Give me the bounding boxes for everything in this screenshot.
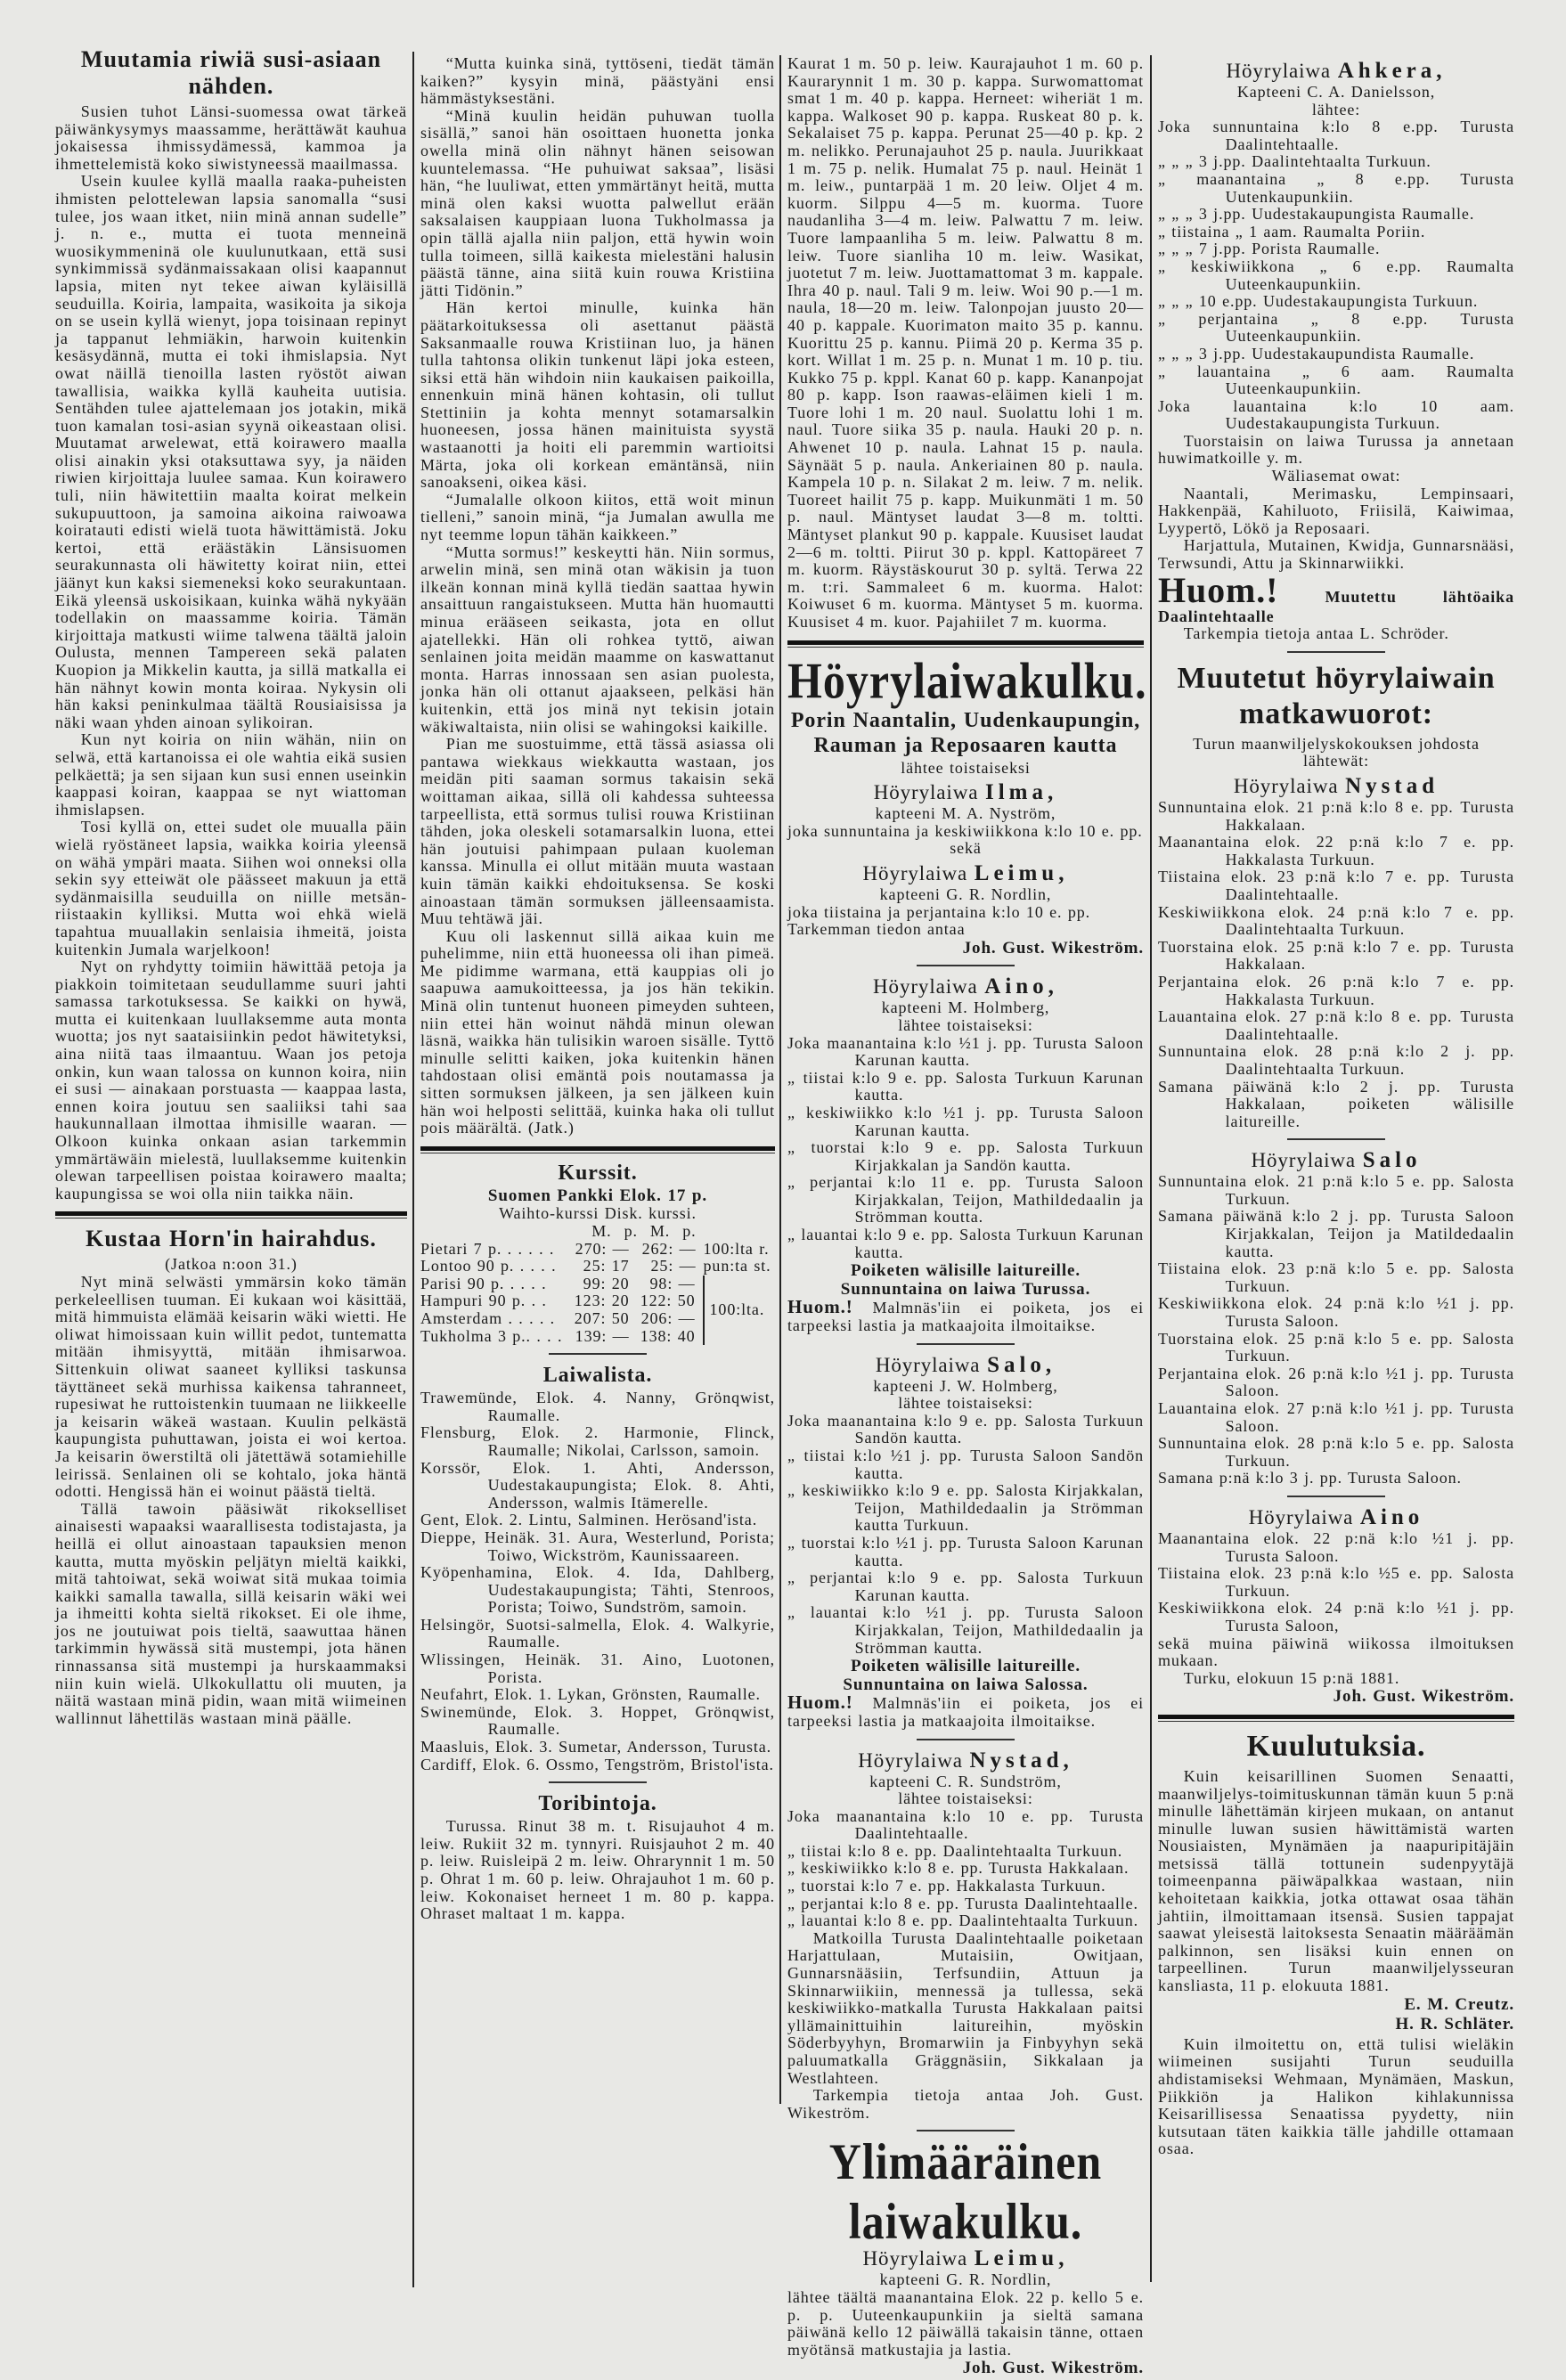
notice-line: Poiketen wälisille laitureille. [850,1657,1081,1676]
huom-note [787,1691,1145,1730]
paragraph: Matkoilla Turusta Daalintehtaalle poiketaan Harjattulaan, Mutaisiin, Owitjaan, Gunnarsnääsiin, Terfsundiin, Attuun ja Skinnarwiikiin, mennessä ja tullessa, sekä keskiwiikko-matkalla Turusta Hakkalaan paitsi yllämainittuihin laitureihin, myöskin Söderbyyhyn, Bromarwiin ja Finbyyhyn sekä paluumatkalla Gräggnäsiin, Sikkalaan ja Westlahteen. [787,1928,1144,2087]
huom-note [787,1296,1145,1335]
column-1 [55,45,407,1727]
section-heading: Kuulutuksia. [1246,1729,1426,1763]
centered-line: sekä [950,839,982,858]
schedule-entry: „ keskiwiikkona „ 6 e.pp. Raumalta Uuteenkaupunkiin. [1158,257,1514,293]
paragraph: Tarkemman tiedon antaa [787,920,966,939]
schedule-entry: „ tiistai k:lo ½1 j. pp. Turusta Saloon Sandön kautta. [787,1447,1144,1482]
article-title: Muutamia riwiä susi-asiaan nähden. [80,46,382,99]
ship-label: Höyrylaiwa [875,1353,981,1376]
schedule-entry: „ keskiwiikko k:lo 9 e. pp. Salosta Kirjakkalan, Teijon, Mathildedaalin ja Strömman kautta Turkuun. [787,1481,1144,1535]
paragraph: Tosi kyllä on, ettei sudet ole muualla päin wielä ryöstäneet lapsia, waikka koiria yleensä on wähä ympäri maata. Siihen woi onneksi olla sekin syy etteiwät ole päässeet makuun ja että sydänmaisilla seuduilla on niille metsän-riistaakin kylliksi. Mutta woi ehkä wielä tapahtua muuallakin senlaisia ihmeitä, joista kuitenkin Jumala warjelkoon! [55,818,407,958]
schedule-entry: Sunnuntaina elok. 21 p:nä k:lo 8 e. pp. Turusta Hakkalaan. [1158,798,1514,834]
schedule-entry: „ tuorstai k:lo ½1 j. pp. Turusta Saloon Karunan kautta. [787,1533,1144,1569]
schedule-entry: Tuorstaina elok. 25 p:nä k:lo 7 e. pp. Turusta Hakkalaan. [1158,937,1514,974]
schedule-entry: „ „ „ 10 e.pp. Uudestakaupungista Turkuun. [1158,292,1479,311]
section-divider [1158,1721,1514,1722]
divider-rule [549,1353,647,1355]
exchange-sell: 25: — [650,1257,697,1276]
signature: Joh. Gust. Wikeström. [962,938,1144,958]
paragraph: Tarkempia tietoja antaa Joh. Gust. Wikeström. [787,2086,1144,2122]
paragraph: Kaurat 1 m. 50 p. leiw. Kaurajauhot 1 m. 60 p. Kaurarynnit 1 m. 30 p. kappa. Surwomattomat smat 1 m. 40 p. kappa. Herneet: wiheriät 1 m. kappa. Walkoset 90 p. kappa. Ruskeat 80 p. k. Sekalaiset 75 p. kappa. Perunat 25—40 p. kp. 2 m. nelikko. Perunajauhot 25 p. naula. Juurikkaat 1 m. 75 p. nelik. Humalat 75 p. naul. Heinät 1 m. leiw., puntarpää 1 m. 20 leiw. Oljet 4 m. kuorm. Silppu 4—5 m. kuorma. Tuore naudanliha 3—4 m. leiw. Palwattu 7 m. leiw. Tuore lampaanliha 5 m. leiw. Palwattu 8 m. leiw. Tuore sianliha 10 m. leiw. Wasikat, juotetut 7 m. leiw. Juottamattomat 3 m. kappale. Ihra 40 p. naul. Tali 9 m. leiw. Woi 90 p.—1 m. naula, 18—20 m. leiw. Talonpojan juusto 20—40 p. kappale. Kuorimaton maito 35 p. kannu. Kuorittu 25 p. kannu. Piimä 20 p. Kerma 35 p. kort. Willat 1 m. 25 p. n. Munat 1 m. 10 p. tiu. Kukko 75 p. kppl. Kanat 60 p. kapp. Kananpojat 80 p. kapp. Ison raawas-eläimen kieli 1 m. Tuore lohi 1 m. 20 naul. Suolattu lohi 1 m. naul. Tuore siika 35 p. naula. Hauki 20 p. n. Ahwenet 10 p. naula. Lahnat 15 p. naula. Säynäät 5 p. naula. Ankeriainen 80 p. naula. Kampela 10 p. n. Silakat 2 m. leiw. 7 m. nelik. Tuoreet hailit 75 p. kapp. Muikunmäti 1 m. 50 p. naul. Mäntyset laudat 3—8 m. toltti. Mäntyset plankut 90 p. kappale. Kuusiset laudat 2—6 m. toltti. Piirut 30 p. kppl. Kattopäreet 7 m. kuorm. Räystäskourut 30 p. syltä. Terwa 22 m. t:ri. Sammaleet 6 m. kuorma. Halot: Koiwuset 6 m. kuorma. Mäntyset 5 m. kuorma. Kuusiset 4 m. kuor. Pajahiilet 7 m. kuorma. [787,54,1144,631]
schedule-entry: Trawemünde, Elok. 4. Nanny, Grönqwist, Raumalle. [420,1389,775,1424]
schedule-entry: Joka lauantaina k:lo 10 aam. Uudestakaupungista Turkuun. [1158,396,1514,433]
column-divider [1150,55,1152,2282]
divider-rule [917,1739,1015,1740]
schedule-entry: „ perjantai k:lo 8 e. pp. Turusta Daalintehtaalle. [787,1894,1138,1912]
section-divider [787,640,1144,645]
exchange-rate-table [420,1223,775,1345]
exchange-unit: 100:lta r. [703,1239,770,1258]
section-title: Laiwalista. [542,1364,653,1388]
exchange-row [420,1241,775,1259]
divider-rule [917,1343,1015,1345]
centered-line: lähtee toistaiseksi: [898,1394,1033,1413]
unit-label: p. [624,1222,638,1240]
ship-name: Nystad [1345,774,1440,798]
schedule-entry: Helsingör, Suotsi-salmella, Elok. 4. Walkyrie, Raumalle. [420,1615,775,1651]
schedule-entry: Gent, Elok. 2. Lintu, Salminen. Herösand'ista. [420,1511,758,1529]
divider-rule [1287,1138,1385,1140]
divider-rule [1287,1496,1385,1497]
ship-name: Aino [1359,1504,1424,1529]
paragraph: Usein kuulee kyllä maalla raaka-puheisten ihmisten pelottelewan lapsia sanomalla “susi tulee, jos waan itket, niin minä annan sudelle” j. n. e., mutta ei tuota menneinä wuosikymmeninä ole kuulunutkaan, että susi synkimmissä sydänmaissakaan olisi kaapannut lapsia, miten nyt tekee aiwan kyläisillä seuduilla. Koiria, lampaita, wasikoita ja sikoja on se usein kyllä wienyt, jopa toisinaan repinyt ja tappanut lehmiäkin, harwoin kuitenkin kesäsydännä, mutta ei toki ihmislapsia. Nyt owat näillä tienoilla lasten ryöstöt aiwan tawallisia, waikka kyllä kauheita uutisia. Sentähden tulee ajattelemaan jos jotakin, mikä tuon kamalan tosi-asian syynä oikeastaan olisi. Muutamat arwelewat, että koirawero maalla olisi ainakin yksi otaksuttawa syy, ja näiden riwien kirjoittaja luulee samaa. Kun koirawero tuli, niin häwitettiin maalta koirat melkein sukupuuttoon, ja samoina aikoina raiwoawa koiratauti edisti wielä tuota häwittämistä. Joku kertoi, että eräästäkin Länsisuomen seurakunnasta oli häwitetty koirat niin, ettei jäänyt kun kaksi siemeneksi koko seurakuntaan. Eikä yleensä uskoisikaan, kuinka wähä nykyään todellakin on maassamme koiria. Tämän kirjoittaja matkusti wiime talwena täältä jaloin Oulusta, mennen Tampereen sekä palaten Kuopion ja Mikkelin kautta, ja sillä matkalla ei hän nähnyt kowin monta koiraa. Nykysin oli hän kaksi peninkulmaa täältä Rousiaisissa ja näki waan yhden ainoan sylikoiran. [55,172,407,731]
ship-name-line [787,780,1144,805]
exchange-row [420,1258,775,1276]
schedule-entry: Samana päiwänä k:lo 2 j. pp. Turusta Hakkalaan, poiketen wälisille laitureille. [1158,1077,1514,1130]
schedule-entry: „ perjantai k:lo 11 e. pp. Turusta Saloon Kirjakkalan, Teijon, Mathildedaalin ja Strömman koutta. [787,1173,1144,1227]
schedule-entry: Maasluis, Elok. 3. Sumetar, Andersson, Turusta. [420,1738,772,1756]
schedule-entry: Tiistaina elok. 23 p:nä k:lo 5 e. pp. Salosta Turkuun. [1158,1259,1514,1295]
schedule-entry: Keskiwiikkona elok. 24 p:nä k:lo 7 e. pp. Daalintehtaalta Turkuun. [1158,902,1514,939]
note-text: Muutettu lähtöaika Daalintehtaalle [1158,587,1514,625]
ship-name-line [1158,59,1514,84]
ship-label: Höyrylaiwa [862,2247,968,2270]
unit-label: p. [682,1222,697,1240]
schedule-entry: Joka sunnuntaina k:lo 8 e.pp. Turusta Daalintehtaalle. [1158,118,1514,153]
section-divider [55,1211,407,1216]
schedule-entry: „ lauantai k:lo 8 e. pp. Daalintehtaalta Turkuun. [787,1911,1139,1930]
paragraph: Turku, elokuun 15 p:nä 1881. [1183,1668,1400,1687]
section-heading: Muutetut höyrylaiwain matkawuorot: [1177,661,1496,730]
schedule-entry: Kyöpenhamina, Elok. 4. Ida, Dahlberg, Uudestakaupungista; Tähti, Stenroos, Porista; Toiwo, Sundström, samoin. [420,1563,775,1617]
exchange-buy: 99: 20 [583,1274,630,1292]
notice-line: Sunnuntaina on laiwa Turussa. [840,1279,1091,1299]
schedule-entry: Samana päiwänä k:lo 2 j. pp. Turusta Saloon Kirjakkalan, Teijon ja Matildedaalin kautta. [1158,1207,1514,1260]
note-text: Malmnäs'iin ei poiketa, jos ei tarpeeksi lastia ja matkaajoita ilmoitaikse. [787,1694,1145,1730]
exchange-sell: 98: — [649,1274,696,1292]
divider-rule [1287,651,1385,653]
schedule-entry: „ tiistaina „ 1 aam. Raumalta Poriin. [1158,222,1426,240]
centered-line: kapteeni M. Holmberg, [881,998,1050,1017]
schedule-entry: Samana p:nä k:lo 3 j. pp. Turusta Saloon. [1158,1469,1462,1488]
centered-line: lähtee toistaiseksi: [898,1015,1033,1034]
exchange-sell: 206: — [640,1308,696,1327]
paragraph: Hän kertoi minulle, kuinka hän päätarkoituksessa oli asettanut päästä Saksanmaalle rouwa Kristiinan luo, ja hänen tulla tahtonsa olikin tunkenut läpi joka esteen, siksi että hän wihdoin niin kaukaisen paikoilla, ennenkuin minä hänen kohtasin, oli tullut Stettiniin ja kohta mennyt sotamarsalkin huoneesen, jossa hänen mainituista syystä wastaanotti ja hoiti eli paremmin wartioitsi Märta, joka oli korkean emäntänsä, niin sanoakseni, oikea käsi. [420,298,775,492]
notice-line: Poiketen wälisille laitureille. [850,1261,1081,1281]
column-divider [779,55,781,2104]
centered-line: (Jatkoa n:oon 31.) [165,1255,298,1274]
ship-name-line [1158,1148,1514,1173]
signature: Joh. Gust. Wikeström. [962,2359,1144,2378]
schedule-entry: Sunnuntaina elok. 28 p:nä k:lo 5 e. pp. Salosta Turkuun. [1158,1434,1514,1470]
ship-label: Höyrylaiwa [1248,1505,1354,1528]
ship-label: Höyrylaiwa [873,781,979,804]
paragraph: Tarkempia tietoja antaa L. Schröder. [1183,624,1449,643]
centered-line: kapteeni M. A. Nyström, [875,804,1056,823]
paragraph: Susien tuhot Länsi-suomessa owat tärkeä päiwänkysymys maassamme, herättäwät kauhua jokaisessa ihmissydämessä, kammoa ja ihmettelemistä koko siwistyneessä maailmassa. [55,102,407,173]
paragraph: Kun nyt koiria on niin wähän, niin on selwä, että kartanoissa ei ole wahtia eikä susien pelkäettä; ja sen sijaan kun susi ennen useinkin kaappasi koiran, kaappaa se nyt wiattoman ihmislapsen. [55,730,407,819]
schedule-entry: Joka maanantaina k:lo ½1 j. pp. Turusta Saloon Karunan kautta. [787,1033,1144,1070]
paragraph: joka tiistaina ja perjantaina k:lo 10 e. pp. [787,902,1091,921]
schedule-entry: Flensburg, Elok. 2. Harmonie, Flinck, Raumalle; Nikolai, Carlsson, samoin. [420,1423,775,1459]
exchange-place: Parisi 90 p. . . . . [420,1274,547,1292]
note-label: Huom.! [787,1296,853,1318]
exchange-buy: 270: — [575,1239,630,1258]
section-divider [420,1146,775,1151]
centered-line: Wäliasemat owat: [1271,467,1401,485]
schedule-entry: Lauantaina elok. 27 p:nä k:lo 8 e. pp. Turusta Daalintehtaalle. [1158,1007,1514,1043]
paragraph: Harjattula, Mutainen, Kwidja, Gunnarsnääsi, Terwsundi, Attu ja Skinnarwiikki. [1158,536,1514,573]
schedule-entry: „ tiistai k:lo 8 e. pp. Daalintehtaalta Turkuun. [787,1841,1123,1860]
ship-name: Leimu, [974,860,1069,885]
ship-label: Höyrylaiwa [858,1748,963,1772]
schedule-entry: Sunnuntaina elok. 21 p:nä k:lo 5 e. pp. Salosta Turkuun. [1158,1172,1514,1208]
ship-name-line [787,1353,1144,1378]
ship-name-line [1158,774,1514,799]
paragraph: Kuin keisarillinen Suomen Senaatti, maanwiljelys-toimituskunnan tämän kuun 5 p:nä minulle lähettämän kirjeen mukaan, on antanut minulle luwan susien häwittämistä warten Nousiaisten, Mynämäen ja naapuripitäjäin metsissä tällä tottunein sudenpyytäjä toimeenpanna päiwäpalkkaa wastaan, niin kehoitetaan kaikkia, jotka ottawat osaa tähän jahtiin, ilmoittamaan itsensä. Susien tappajat saawat yleisestä laitoksesta Senaatin määräämän palkinnon, sen lisäksi kuin ennen on tarpeellinen. Turun maanwiljelysseuran kansliasta, 11 p. elokuuta 1881. [1158,1766,1514,1995]
schedule-entry: Joka maanantaina k:lo 9 e. pp. Salosta Turkuun Sandön kautta. [787,1411,1144,1447]
schedule-entry: „ „ „ 3 j.pp. Uudestakaupundista Raumalle. [1158,344,1475,363]
exchange-place: Amsterdam . . . . . [420,1308,556,1327]
section-title: Toribintoja. [538,1792,657,1816]
centered-line: kapteeni G. R. Nordlin, [879,2270,1052,2289]
schedule-entry: „ „ „ 3 j.pp. Daalintehtaalta Turkuun. [1158,152,1431,171]
paragraph: Naantali, Merimasku, Lempinsaari, Hakkenpää, Kahiluoto, Friisilä, Kaiwimaa, Lyypertö, Lökö ja Reposaari. [1158,484,1514,537]
schedule-entry: Keskiwiikkona elok. 24 p:nä k:lo ½1 j. pp. Turusta Saloon, [1158,1599,1514,1634]
schedule-entry: „ tiistai k:lo 9 e. pp. Salosta Turkuun Karunan kautta. [787,1068,1144,1104]
exchange-buy: 25: 17 [583,1257,630,1276]
schedule-entry: „ lauantai k:lo ½1 j. pp. Turusta Saloon Kirjakkalan, Teijon, Mathildedaalin ja Strömman kautta. [787,1603,1144,1657]
ship-name: Salo, [987,1352,1056,1377]
schedule-entry: Wlissingen, Heinäk. 31. Aino, Luotonen, Porista. [420,1651,775,1686]
exchange-sell: 122: 50 [640,1292,696,1310]
schedule-entry: „ „ „ 3 j.pp. Uudestakaupungista Raumalle. [1158,205,1475,224]
schedule-entry: „ tuorstai k:lo 7 e. pp. Hakkalasta Turkuun. [787,1877,1106,1895]
schedule-entry: Tiistaina elok. 23 p:nä k:lo ½5 e. pp. Salosta Turkuun. [1158,1564,1514,1600]
ship-label: Höyrylaiwa [1233,775,1339,797]
ship-name: Ahkera, [1337,59,1447,83]
paragraph: lähtee täältä maanantaina Elok. 22 p. kello 5 e. p. p. Uuteenkaupunkiin ja sieltä samana päiwänä kello 12 päiwällä takaisin tänne, ottaen myötänsä matkustajia ja lastia. [787,2287,1144,2359]
schedule-entry: Tiistaina elok. 23 p:nä k:lo 7 e. pp. Turusta Daalintehtaalle. [1158,868,1514,903]
signature: H. R. Schläter. [1395,2015,1514,2034]
paragraph: Kuin ilmoitettu on, että tulisi wieläkin wiimeinen susijahti Turun seuduilla ahdistamiseksi Wehmaan, Mynämäen, Maskun, Piikkiön ja Halikon kihlakunnissa Keisarillisessa Senaatissa pyydetty, niin kutsutaan täten kaikkia tälle jahdille ottamaan osaa. [1158,2034,1514,2158]
paragraph: Nyt on ryhdytty toimiin häwittää petoja ja piakkoin toimitetaan seudullamme suuri jahti samassa tarkotuksessa. Se kaikki on hywä, mutta ei kuitenkaan luullaksemme auta monta wuotta; jos nyt saataisiinkin pedot häwitetyksi, aina niitä taas ilmaantuu. Waan jos petoja onkin, kun waan talossa on kunnon koira, niin ei susi — ainakaan porstuasta — kaappaa lasta, ennen koira joutuu sen saaliiksi tahi saa haukunnallaan ilmottaa ihmisille waaran. — Olkoon kuinka onkaan asian tarkemmin ymmärtäwäin mielestä, luullaksemme kuitenkin olewan tarpeellisen poistaa koirawero maalta; kaupungissa se woi olla niin taikka näin. [55,958,407,1202]
centered-line: kapteeni C. R. Sundström, [869,1772,1062,1790]
exchange-unit-bracket: 100:lta. [704,1276,775,1345]
ship-name: Salo [1362,1148,1422,1173]
divider-rule [549,1781,647,1783]
paragraph: Nyt minä selwästi ymmärsin koko tämän perkeleellisen tuuman. Ei kukaan woi käsittää, mitä himmuista elämää keisarin wäki wietti. He oliwat himoissaan kuin willit pedot, tuntematta mitään ihmisyyttä, mitään ihmisarwoa. Sittenkuin oliwat saaneet kylliksi taskunsa täyttäneet sekä murhissa kaikensa tahranneet, rupesiwat he ruttoistenkin tuumaan ne liikkeelle ja keisarin wäkeä wastaan. Kuulin pelkästä kaupungista puhuttawan, joista ei woi kertoa. Ja keisarin öwerstiltä oli jätettäwä sotamiehille leirissä. Senlainen oli se kohtalo, joka häntä odotti. Hengissä hän ei woinut päästä tieltä. [55,1273,407,1501]
section-title: Kurssit. [558,1161,638,1185]
schedule-entry: Perjantaina elok. 26 p:nä k:lo 7 e. pp. Hakkalasta Turkuun. [1158,972,1514,1008]
exchange-sell: 262: — [641,1239,697,1258]
headline: Ylimääräinen laiwakulku. [828,2132,1103,2250]
currency-units [571,1223,704,1241]
paragraph: “Jumalalle olkoon kiitos, että woit minun tielleni,” sanoin minä, “ja Jumalan awulla me nyt teemme lopun tähän kaikkeen.” [420,490,775,544]
paragraph: joka sunnuntaina ja keskiwiikkona k:lo 10 e. pp. [787,821,1143,840]
ship-label: Höyrylaiwa [862,861,968,884]
schedule-entry: „ perjantaina „ 8 e.pp. Turusta Uuteenkaupunkiin. [1158,309,1514,346]
exchange-buy: 207: 50 [574,1308,630,1327]
schedule-entry: Perjantaina elok. 26 p:nä k:lo ½1 j. pp. Turusta Saloon. [1158,1364,1514,1400]
ship-label: Höyrylaiwa [1226,60,1332,82]
section-title: Porin Naantalin, Uudenkaupungin, Rauman ja Reposaaren kautta [790,708,1141,757]
paragraph: “Minä kuulin heidän puhuwan tuolla sisällä,” sanoi hän osoittaen huonetta jonka owella minä olin nähnyt hänen seisowan kuuntelemassa. “He puhuiwat saksaa”, lisäsi hän, “he luuliwat, etten ymmärtänyt heitä, mutta minä olen kaksi wuotta palwellut erään saksalaisen kauppiaan luona Tukholmassa ja opin tällä ajalla niin paljon, että hywin woin tulla toimeen, sillä kaikesta mielestäni halusin päästä tänne, aina siitä kuin rouwa Kristiina jätti Tidönin.” [420,106,775,299]
paragraph: sekä muina päiwinä wiikossa ilmoituksen mukaan. [1158,1634,1514,1670]
paragraph: Pian me suostuimme, että tässä asiassa oli pantawa wiekkaus wiekkautta wastaan, jos meidän piti saaman sormus takaisin sekä woittaman aikaa, sillä oli kahdessa suhteessa tarpeellista, että sormus tulisi rouwa Kristiinan tähden, joka oleskeli sotamarsalkin luona, ettei hän joutuisi pahimpaan pulaan kuoleman kanssa. Minulla ei ollut mitään muuta wastaan kuin tämän kaikki ehdoituksensa. Se koski ainoastaan tämän sormuksen jälleensaamista. Muu tehtäwä jäi. [420,735,775,928]
schedule-entry: Korssör, Elok. 1. Ahti, Andersson, Uudestakaupungista; Elok. 8. Ahti, Andersson, walmis Itämerelle. [420,1458,775,1512]
huom-note [1158,569,1514,626]
schedule-entry: „ perjantai k:lo 9 e. pp. Salosta Turkuun Karunan kautta. [787,1569,1144,1604]
signature: Joh. Gust. Wikeström. [1333,1687,1514,1707]
paragraph: Tuorstaisin on laiwa Turussa ja annetaan huwimatkoille y. m. [1158,431,1514,468]
schedule-entry: Dieppe, Heinäk. 31. Aura, Westerlund, Porista; Toiwo, Wickström, Kaunissaareen. [420,1528,775,1564]
exchange-place: Hampuri 90 p. . . [420,1292,547,1310]
exchange-place: Tukholma 3 p.. . . . [420,1326,563,1345]
paragraph: Tällä tawoin pääsiwät rikokselliset ainaisesti wapaaksi waarallisesta todistajasta, ja heillä ei ollut ainoastaan tapauksien menon kautta, mutta myöskin peljätyn mieltä kaikki, mitä tahtoiwat, sekä woiwat sitä mukaa toimia kaikki samalla tawalla, sillä keisarin wäki wei ja ihmeitti kohta sieltä rikokset. Ei ole ihme, jos ne joutuiwat pois tieltä, saawuttaa hänen tarkimmin hywässä sitä mustempi, jota hänen rinnassansa sitä mustempi ja hurskaammaksi niin kuin wielä. Ulkokullattu oli muuten, ja näitä wastaan minä pidin, waan mitä wiimeinen wallinnut lähettiläs wastaan minä päälle. [55,1499,407,1727]
article-title: Kustaa Horn'in hairahdus. [86,1226,377,1252]
centered-line: kapteeni G. R. Nordlin, [879,884,1052,903]
note-text: Malmnäs'iin ei poiketa, jos ei tarpeeksi lastia ja matkaajoita ilmoitaikse. [787,1299,1145,1335]
ship-name-line [1158,1505,1514,1530]
schedule-entry: Maanantaina elok. 22 p:nä k:lo ½1 j. pp. Turusta Saloon. [1158,1528,1514,1565]
exchange-header: Waihto-kurssi Disk. kurssi. [499,1204,697,1223]
note-label: Huom.! [787,1691,853,1714]
schedule-entry: „ maanantaina „ 8 e.pp. Turusta Uutenkaupunkiin. [1158,169,1514,206]
schedule-entry: „ lauantaina „ 6 aam. Raumalta Uuteenkaupunkiin. [1158,362,1514,398]
column-2 [420,55,775,1923]
schedule-entry: „ keskiwiikko k:lo 8 e. pp. Turusta Hakkalaan. [787,1859,1130,1878]
unit-label: M. [591,1222,612,1240]
ship-label: Höyrylaiwa [873,975,978,998]
schedule-entry: „ „ „ 7 j.pp. Porista Raumalle. [1158,240,1381,258]
centered-line: lähtee toistaiseksi: [898,1789,1033,1808]
section-divider [55,1218,407,1219]
exchange-place: Pietari 7 p. . . . . . [420,1239,555,1258]
exchange-unit: pun:ta st. [703,1257,771,1276]
schedule-entry: Joka maanantaina k:lo 10 e. pp. Turusta Daalintehtaalle. [787,1806,1144,1843]
centered-line: Turun maanwiljelyskokouksen johdosta lähtewät: [1193,734,1480,770]
paragraph: Kuu oli laskennut sillä aikaa kuin me puhelimme, niin että huoneessa oli ihan pimeä. Me pidimme warmana, että kauppias oli jo saapuwa aamukoitteessa, ja jos hän tekikin. Minä olin tuntenut huoneen pimeyden suhteen, niin ettei hän woinut nähdä minun olewan läsnä, waikka hän tulisikin waroen sisälle. Tyttö minulle selitti kaiken, joka kuitenkin hänen tahdostaan olisi emäntä pois noutamassa ja sitten sormuksen jälkeen, ja sen jälkeen kuin hän woi helposti selittää, kuinka haka oli tullut pois määrältä. (Jatk.) [420,926,775,1137]
signature: E. M. Creutz. [1404,1994,1514,2014]
schedule-entry: „ lauantai k:lo 9 e. pp. Salosta Turkuun Karunan kautta. [787,1226,1144,1261]
note-label: Huom.! [1158,569,1279,610]
schedule-entry: „ tuorstai k:lo 9 e. pp. Salosta Turkuun Kirjakkalan ja Sandön kautta. [787,1138,1144,1174]
exchange-sell: 138: 40 [640,1326,696,1345]
schedule-entry: Cardiff, Elok. 6. Ossmo, Tengström, Bristol'ista. [420,1755,774,1773]
ship-name: Leimu, [974,2246,1069,2271]
exchange-place: Lontoo 90 p. . . . . [420,1257,557,1276]
divider-rule [917,965,1015,966]
ship-label: Höyrylaiwa [1251,1149,1357,1172]
unit-label: M. [649,1222,671,1240]
column-divider [412,52,414,2287]
schedule-entry: „ keskiwiikko k:lo ½1 j. pp. Turusta Saloon Karunan kautta. [787,1103,1144,1139]
schedule-entry: Tuorstaina elok. 25 p:nä k:lo 5 e. pp. Salosta Turkuun. [1158,1329,1514,1365]
exchange-row [420,1276,775,1293]
column-3 [787,54,1147,2380]
schedule-entry: Swinemünde, Elok. 3. Hoppet, Grönqwist, Raumalle. [420,1702,775,1739]
ship-name: Nystad, [969,1748,1073,1773]
ship-name-line [787,974,1144,999]
schedule-entry: Neufahrt, Elok. 1. Lykan, Grönsten, Raumalle. [420,1685,761,1704]
centered-line: kapteeni J. W. Holmberg, [873,1376,1058,1395]
notice-line: Suomen Pankki Elok. 17 p. [487,1186,708,1205]
notice-line: Sunnuntaina on laiwa Salossa. [843,1675,1089,1694]
paragraph: “Mutta kuinka sinä, tyttöseni, tiedät tämän kaiken?” kysyin minä, päästyäni ensi hämmästyksestäni. [420,54,775,108]
schedule-entry: Sunnuntaina elok. 28 p:nä k:lo 2 j. pp. Daalintehtaalta Turkuun. [1158,1042,1514,1078]
paragraph: Turussa. Rinut 38 m. t. Risujauhot 4 m. leiw. Rukiit 32 m. tynnyri. Ruisjauhot 2 m. 40 p. leiw. Ruisleipä 2 m. leiw. Ohrarynnit 1 m. 50 p. Ohrat 1 m. 60 p. leiw. Ohrajauhot 1 m. 60 p. leiw. Kokonaiset herneet 1 m. 80 p. kappa. Ohraset maltaat 1 m. kappa. [420,1817,775,1923]
ship-name-line [787,861,1144,886]
section-divider [1158,1715,1514,1719]
exchange-buy: 123: 20 [574,1292,630,1310]
centered-line: lähtee: [1311,100,1361,118]
centered-line: lähtee toistaiseksi [901,758,1031,777]
centered-line: Kapteeni C. A. Danielsson, [1236,83,1436,101]
section-divider [787,647,1144,648]
paragraph: “Mutta sormus!” keskeytti hän. Niin sormus, arwelin minä, sen minä otan wäkisin ja tuon ilkeän konnan minä kyllä tiedän saattaa hywin ansaittuun rangaistukseen. Mutta hän huomautti minua erääseen seikasta, jota en ollut ajatellekki. Hän oli rohkea tyttö, aiwan senlainen joita meidän maamme on kaswattanut monta. Harras innossaan sen asian puolesta, jonka hän oli ottanut ajaakseen, pelkäsi hän kuitenkin, että jos minä nyt tekisin jotain wäkiwaltaista, niin olisi se wahingoksi kaikille. [420,542,775,736]
ship-name-line [787,1748,1144,1773]
ship-name: Aino, [984,974,1058,999]
schedule-entry: Lauantaina elok. 27 p:nä k:lo ½1 j. pp. Turusta Saloon. [1158,1399,1514,1435]
schedule-entry: Maanantaina elok. 22 p:nä k:lo 7 e. pp. Hakkalasta Turkuun. [1158,833,1514,868]
headline: Höyrylaiwakulku. [787,651,1147,709]
ship-name: Ilma, [984,780,1058,805]
exchange-buy: 139: — [575,1326,630,1345]
schedule-entry: Keskiwiikkona elok. 24 p:nä k:lo ½1 j. pp. Turusta Saloon. [1158,1294,1514,1331]
column-4 [1158,55,1514,2158]
